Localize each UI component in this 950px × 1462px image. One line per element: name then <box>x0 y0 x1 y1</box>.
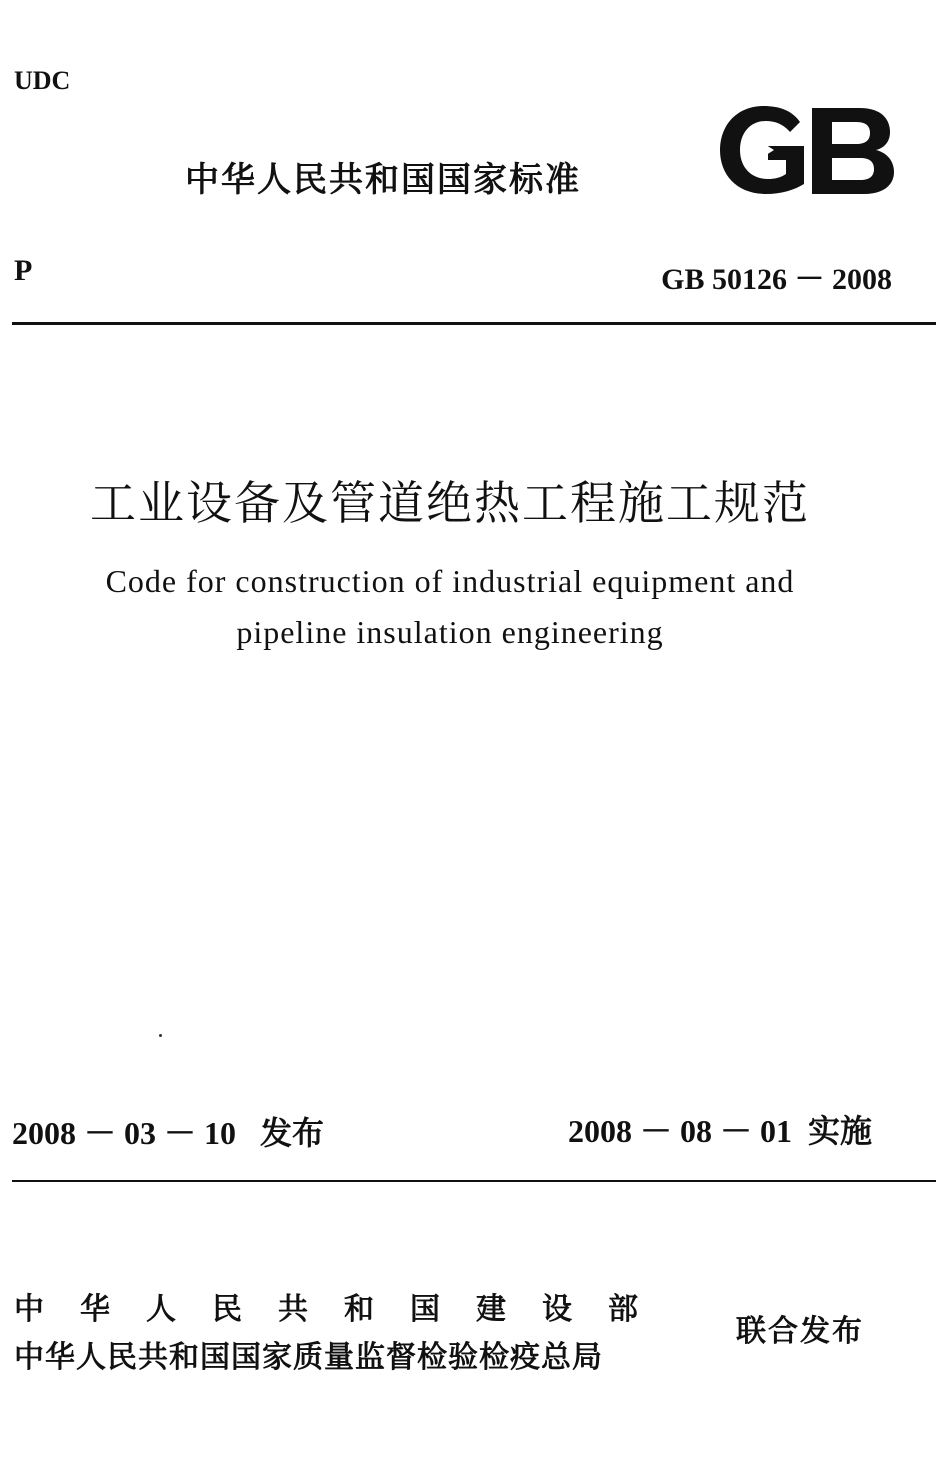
title-english <box>0 556 950 658</box>
standard-number: GB 50126 － 2008 <box>661 263 892 296</box>
issuer-ministry: 中华人民共和国建设部 <box>14 1292 674 1327</box>
publish-date-line <box>12 1108 324 1154</box>
category-code: P <box>14 254 33 287</box>
effective-label: 实施 <box>808 1112 873 1150</box>
speck <box>159 1034 162 1037</box>
issuer-aqsiq: 中华人民共和国国家质量监督检验检疫总局 <box>14 1340 603 1375</box>
udc-label: UDC <box>14 66 71 95</box>
gb-logo-b <box>812 108 894 194</box>
effective-date-line <box>568 1106 872 1152</box>
title-english-line-1: Code for construction of industrial equipment and <box>105 563 795 599</box>
joint-issue-label: 联合发布 <box>736 1314 864 1349</box>
title-chinese: 工业设备及管道绝热工程施工规范 <box>90 476 810 530</box>
publish-label: 发布 <box>260 1114 325 1152</box>
effective-date: 2008 － 08 － 01 <box>568 1113 793 1149</box>
publish-date: 2008 － 03 － 10 <box>12 1115 237 1151</box>
standard-type: 中华人民共和国国家标准 <box>185 160 581 200</box>
gb-logo <box>712 100 898 200</box>
title-english-line-2: pipeline insulation engineering <box>236 614 664 650</box>
bottom-divider <box>12 1180 936 1182</box>
top-divider <box>12 322 936 325</box>
